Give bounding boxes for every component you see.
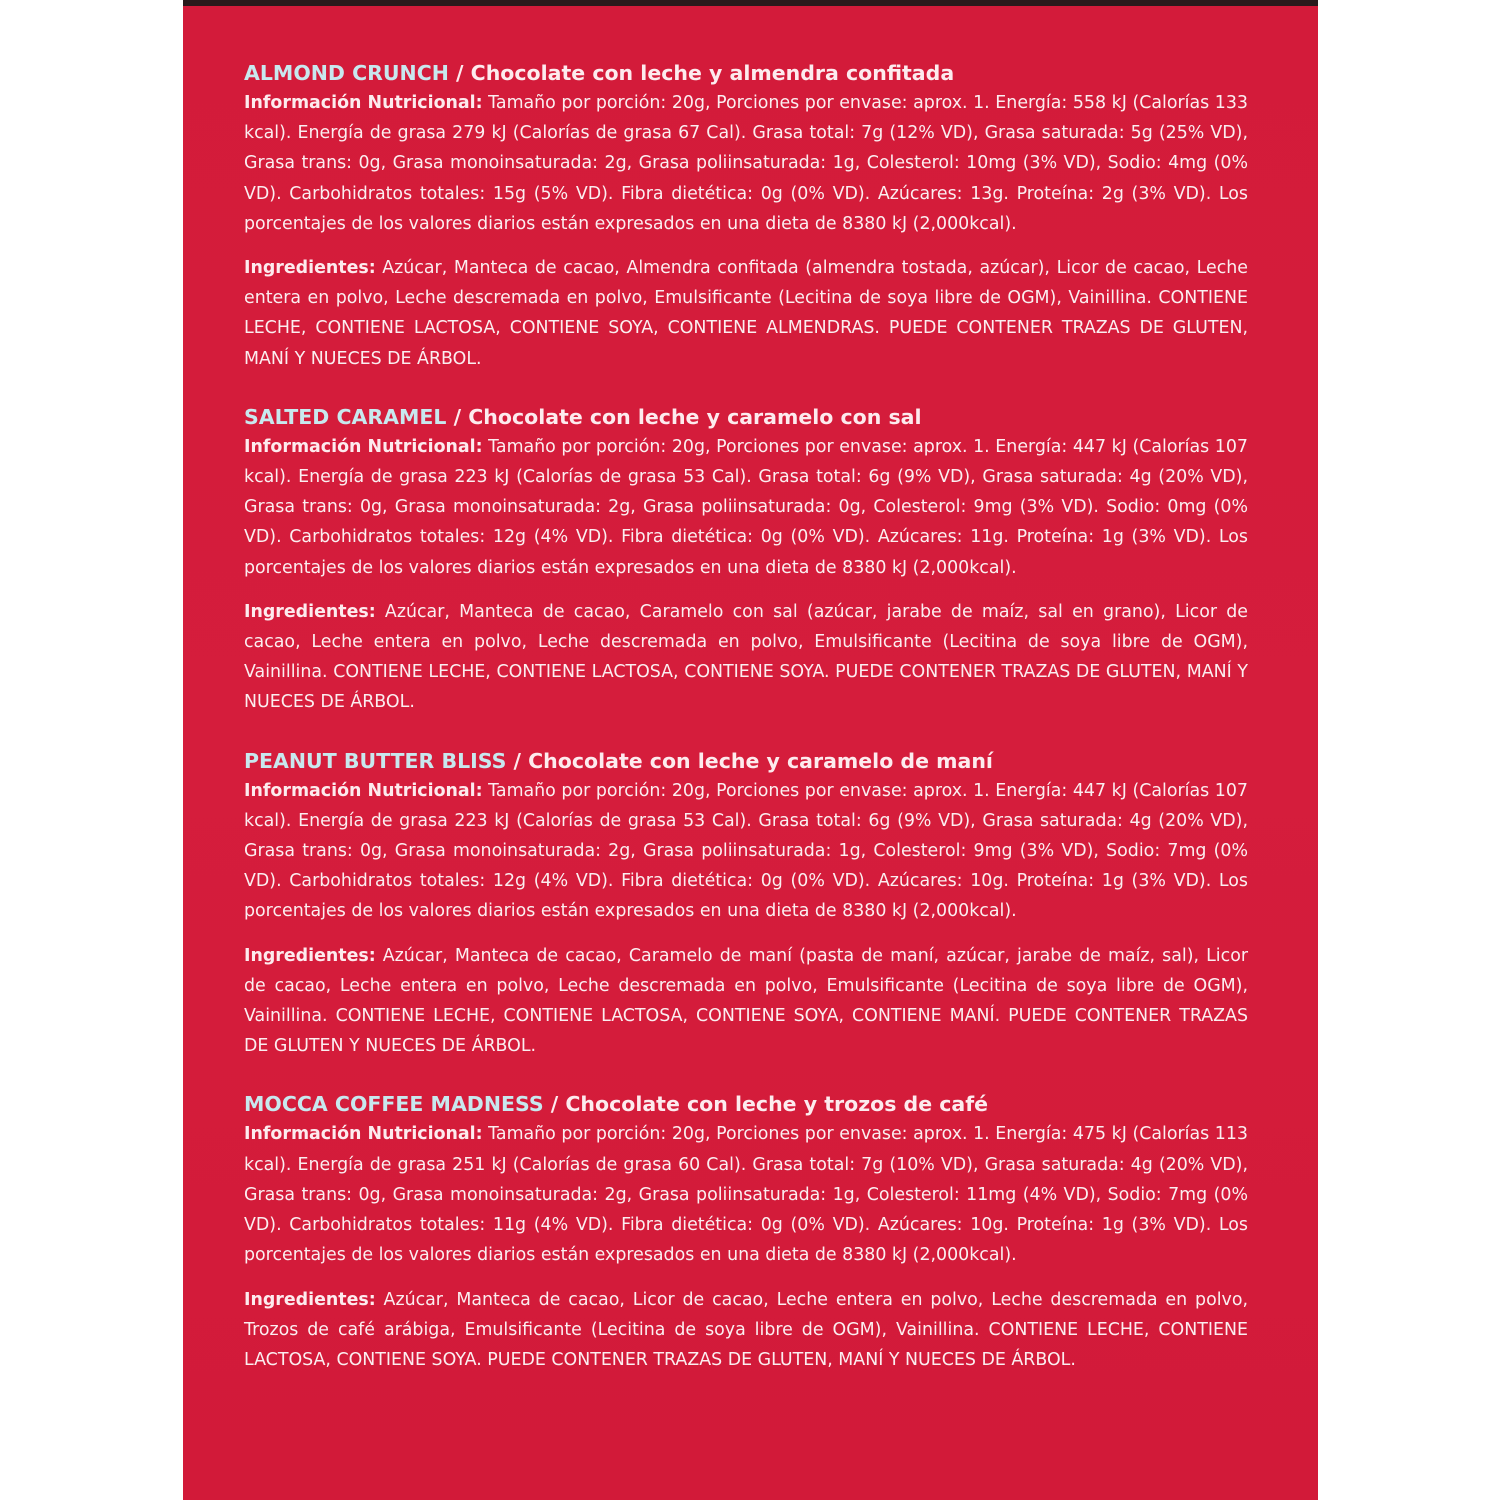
ingredients-info	[244, 597, 1248, 718]
section-title	[244, 1089, 1248, 1119]
product-subtitle: / Chocolate con leche y trozos de café	[543, 1092, 989, 1117]
nutrition-info	[244, 1119, 1248, 1270]
nutrition-text: Tamaño por porción: 20g, Porciones por envase: aprox. 1. Energía: 447 kJ (Calorías 107 kcal). Energía de grasa 223 kJ (Calorías de grasa 53 Cal). Grasa total: 6g (9% VD), Grasa saturada: 4g (20% VD), Grasa trans: 0g, Grasa monoinsaturada: 2g, Grasa poliinsaturada: 0g, Colesterol: 9mg (3% VD). Sodio: 0mg (0% VD). Carbohidratos totales: 12g (4% VD). Fibra dietética: 0g (0% VD). Azúcares: 11g. Proteína: 1g (3% VD). Los porcentajes de los valores diarios están expresados en una dieta de 8380 kJ (2,000kcal).	[244, 436, 1249, 578]
label-content	[244, 58, 1248, 1403]
ingredients-info	[244, 253, 1248, 374]
section-peanut-butter-bliss	[244, 746, 1248, 1062]
nutrition-info	[244, 432, 1248, 583]
nutrition-text: Tamaño por porción: 20g, Porciones por envase: aprox. 1. Energía: 475 kJ (Calorías 113 kcal). Energía de grasa 251 kJ (Calorías de grasa 60 Cal). Grasa total: 7g (10% VD), Grasa saturada: 4g (20% VD), Grasa trans: 0g, Grasa monoinsaturada: 2g, Grasa poliinsaturada: 1g, Colesterol: 11mg (4% VD), Sodio: 7mg (0% VD). Carbohidratos totales: 11g (4% VD). Fibra dietética: 0g (0% VD). Azúcares: 10g. Proteína: 1g (3% VD). Los porcentajes de los valores diarios están expresados en una dieta de 8380 kJ (2,000kcal).	[244, 1124, 1249, 1266]
section-salted-caramel	[244, 402, 1248, 718]
section-almond-crunch	[244, 58, 1248, 374]
product-name: ALMOND CRUNCH	[244, 61, 449, 85]
product-subtitle: / Chocolate con leche y almendra confitada	[448, 61, 955, 85]
ingredients-info	[244, 941, 1248, 1062]
ingredients-info	[244, 1285, 1248, 1376]
nutrition-label: Información Nutricional:	[244, 1124, 483, 1145]
ingredients-label: Ingredientes:	[244, 601, 376, 622]
nutrition-info	[244, 88, 1248, 239]
nutrition-text: Tamaño por porción: 20g, Porciones por envase: aprox. 1. Energía: 558 kJ (Calorías 133 kcal). Energía de grasa 279 kJ (Calorías de grasa 67 Cal). Grasa total: 7g (12% VD), Grasa saturada: 5g (25% VD), Grasa trans: 0g, Grasa monoinsaturada: 2g, Grasa poliinsaturada: 1g, Colesterol: 10mg (3% VD), Sodio: 4mg (0% VD). Carbohidratos totales: 15g (5% VD). Fibra dietética: 0g (0% VD). Azúcares: 13g. Proteína: 2g (3% VD). Los porcentajes de los valores diarios están expresados en una dieta de 8380 kJ (2,000kcal).	[244, 93, 1249, 234]
section-title	[244, 746, 1248, 776]
product-name: MOCCA COFFEE MADNESS	[244, 1092, 544, 1117]
ingredients-text: Azúcar, Manteca de cacao, Licor de cacao, Leche entera en polvo, Leche descremada en polvo, Trozos de café arábiga, Emulsificante (Lecitina de soya libre de OGM), Vainillina. CONTIENE LECHE, CONTIENE LACTOSA, CONTIENE SOYA. PUEDE CONTENER TRAZAS DE GLUTEN, MANÍ Y NUECES DE ÁRBOL.	[244, 1289, 1248, 1370]
ingredients-text: Azúcar, Manteca de cacao, Almendra confitada (almendra tostada, azúcar), Licor de cacao, Leche entera en polvo, Leche descremada en polvo, Emulsificante (Lecitina de soya libre de OGM), Vainillina. CONTIENE LECHE, CONTIENE LACTOSA, CONTIENE SOYA, CONTIENE ALMENDRAS. PUEDE CONTENER TRAZAS DE GLUTEN, MANÍ Y NUECES DE ÁRBOL.	[244, 258, 1248, 369]
ingredients-label: Ingredientes:	[244, 1289, 376, 1310]
nutrition-info	[244, 776, 1248, 927]
nutrition-label: Información Nutricional:	[244, 436, 483, 457]
nutrition-text: Tamaño por porción: 20g, Porciones por envase: aprox. 1. Energía: 447 kJ (Calorías 107 kcal). Energía de grasa 223 kJ (Calorías de grasa 53 Cal). Grasa total: 6g (9% VD), Grasa saturada: 4g (20% VD), Grasa trans: 0g, Grasa monoinsaturada: 2g, Grasa poliinsaturada: 1g, Colesterol: 9mg (3% VD), Sodio: 7mg (0% VD). Carbohidratos totales: 12g (4% VD). Fibra dietética: 0g (0% VD). Azúcares: 10g. Proteína: 1g (3% VD). Los porcentajes de los valores diarios están expresados en una dieta de 8380 kJ (2,000kcal).	[244, 780, 1249, 922]
product-name: PEANUT BUTTER BLISS	[244, 748, 514, 773]
ingredients-label: Ingredientes:	[244, 258, 376, 279]
product-subtitle: / Chocolate con leche y caramelo de maní	[513, 748, 993, 773]
section-title	[244, 402, 1248, 432]
ingredients-text: Azúcar, Manteca de cacao, Caramelo de maní (pasta de maní, azúcar, jarabe de maíz, sal), Licor de cacao, Leche entera en polvo, Leche descremada en polvo, Emulsificante (Lecitina de soya libre de OGM), Vainillina. CONTIENE LECHE, CONTIENE LACTOSA, CONTIENE SOYA, CONTIENE MANÍ. PUEDE CONTENER TRAZAS DE GLUTEN Y NUECES DE ÁRBOL.	[244, 945, 1248, 1057]
product-name: SALTED CARAMEL	[244, 404, 447, 429]
section-title	[244, 58, 1248, 88]
ingredients-text: Azúcar, Manteca de cacao, Caramelo con sal (azúcar, jarabe de maíz, sal en grano), Licor de cacao, Leche entera en polvo, Leche descremada en polvo, Emulsificante (Lecitina de soya libre de OGM), Vainillina. CONTIENE LECHE, CONTIENE LACTOSA, CONTIENE SOYA. PUEDE CONTENER TRAZAS DE GLUTEN, MANÍ Y NUECES DE ÁRBOL.	[244, 601, 1248, 713]
product-subtitle: / Chocolate con leche y caramelo con sal	[446, 404, 922, 429]
nutrition-label: Información Nutricional:	[244, 780, 483, 801]
ingredients-label: Ingredientes:	[244, 945, 376, 966]
nutrition-label: Información Nutricional:	[244, 93, 483, 113]
section-mocca-coffee-madness	[244, 1089, 1248, 1375]
